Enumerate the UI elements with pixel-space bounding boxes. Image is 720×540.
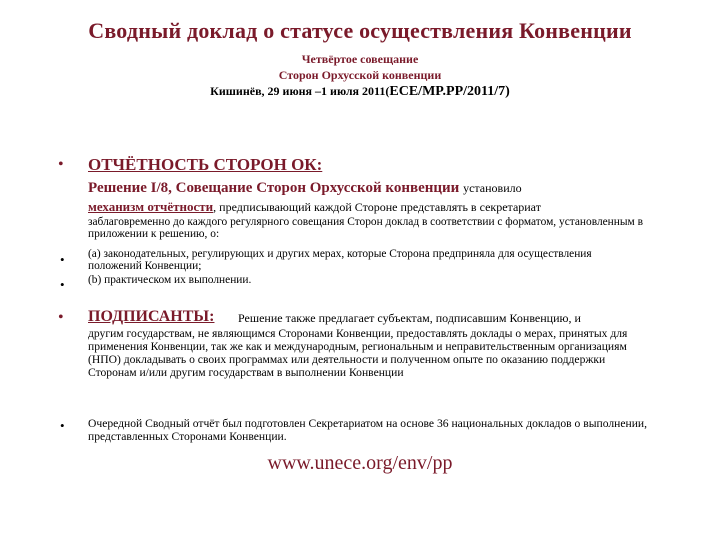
item-b: (b) практическом их выполнении. <box>88 274 252 286</box>
mechanism-link: механизм отчётности <box>88 199 214 214</box>
bullet-signatories: • <box>58 309 64 326</box>
reporting-body: заблаговременно до каждого регулярного совещания Сторон доклад в соответствии с форматом, установленным в приложении к решению, о: <box>88 216 643 241</box>
item-a: (a) законодательных, регулирующих и других мерах, которые Сторона предприняла для осуществления положений Конвенции; <box>88 248 592 273</box>
meeting-place-date <box>0 84 720 100</box>
meeting-name: Четвёртое совещание <box>301 52 419 66</box>
bullet-synthesis: • <box>60 418 65 433</box>
reporting-heading: ОТЧЁТНОСТЬ СТОРОН ОК: <box>88 155 323 174</box>
signatories-lead: Решение также предлагает субъектам, подписавшим Конвенцию, и <box>238 311 581 325</box>
bullet-item-a: • <box>60 252 65 267</box>
document-code: ECE/MP.PP/2011/7) <box>389 84 510 99</box>
website-url[interactable]: www.unece.org/env/pp <box>267 452 453 474</box>
mechanism-line <box>88 199 688 215</box>
decision-text <box>88 180 688 197</box>
signatories-heading: ПОДПИСАНТЫ: <box>88 308 215 325</box>
bullet-item-b: • <box>60 277 65 292</box>
decision-tail: установило <box>463 181 522 195</box>
decision-lead: Решение I/8, Совещание Сторон Орхусской конвенции <box>88 180 460 196</box>
signatories-body: другим государствам, не являющимся Сторонами Конвенции, предоставлять доклады о мерах, принятых для применения Конвенции, так же как и международным, региональным и неправительственным организациям (НПО) докладывать о своих программах или деятельности и полученном опыте по оказанию поддержки Сторонам и/или другим государствам в выполнении Конвенции <box>88 327 628 379</box>
slide-title: Сводный доклад о статусе осуществления Конвенции <box>88 18 632 43</box>
meeting-place-date-text: Кишинёв, 29 июня –1 июля 2011( <box>210 84 390 98</box>
mechanism-tail: , предписывающий каждой Стороне представлять в секретариат <box>213 200 541 214</box>
meeting-parties: Сторон Орхусской конвенции <box>278 68 442 82</box>
bullet-reporting: • <box>58 156 64 173</box>
synthesis-text: Очередной Сводный отчёт был подготовлен Секретариатом на основе 36 национальных докладов о выполнении, представленных Сторонами Конвенции. <box>88 417 647 443</box>
